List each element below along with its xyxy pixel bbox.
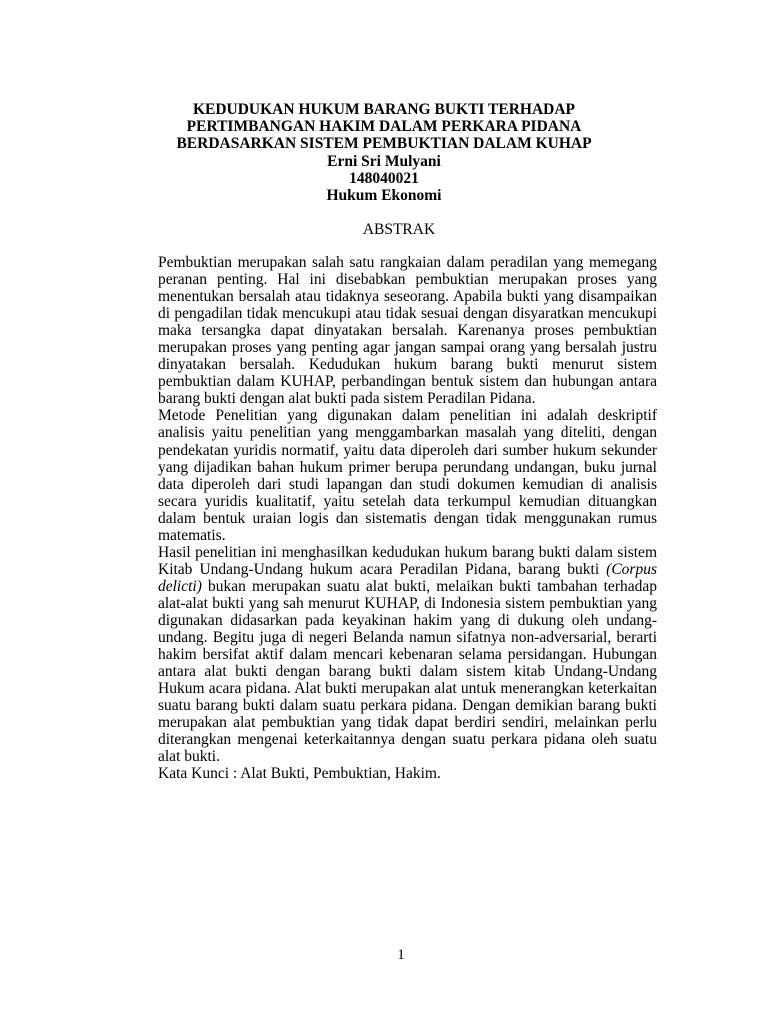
- page-number: 1: [397, 947, 405, 963]
- paragraph-3-text-start: Hasil penelitian ini menghasilkan kedudukan hukum barang bukti dalam sistem Kitab Undang-Undang hukum acara Peradilan Pidana, barang bukti: [158, 543, 657, 578]
- title-line-1: KEDUDUKAN HUKUM BARANG BUKTI TERHADAP: [192, 101, 576, 118]
- abstract-body: [158, 254, 657, 782]
- student-id: 148040021: [349, 169, 419, 187]
- paragraph-3-text-end: bukan merupakan suatu alat bukti, melaikan bukti tambahan terhadap alat-alat bukti yang sah menurut KUHAP, di Indonesia sistem pembuktian yang digunakan didasarkan pada keyakinan hakim yang di dukung oleh undang-undang. Begitu juga di negeri Belanda namun sifatnya non-adversarial, berarti hakim bersifat aktif dalam mencari kebenaran selama persidangan. Hubungan antara alat bukti dengan barang bukti dalam sistem kitab Undang-Undang Hukum acara pidana. Alat bukti merupakan alat untuk menerangkan keterkaitan suatu barang bukti dalam suatu perkara pidana. Dengan demikian barang bukti merupakan alat pembuktian yang tidak dapat berdiri sendiri, melainkan perlu diterangkan mengenai keterkaitannya dengan suatu perkara pidana oleh suatu alat bukti.: [158, 577, 657, 766]
- abstract-heading: ABSTRAK: [362, 221, 436, 238]
- keywords: Kata Kunci : Alat Bukti, Pembuktian, Hakim.: [158, 765, 441, 783]
- abstract-paragraph-1: Pembuktian merupakan salah satu rangkaian dalam peradilan yang memegang peranan penting. Hal ini disebabkan pembuktian merupakan proses yang menentukan bersalah atau tidaknya seseorang. Apabila bukti yang disampaikan di pengadilan tidak mencukupi atau tidak sesuai dengan disyaratkan mencukupi maka tersangka dapat dinyatakan bersalah. Karenanya proses pembuktian merupakan proses yang penting agar jangan sampai orang yang bersalah justru dinyatakan bersalah. Kedudukan hukum barang bukti menurut sistem pembuktian dalam KUHAP, perbandingan bentuk sistem dan hubungan antara barang bukti dengan alat bukti pada sistem Peradilan Pidana.: [158, 254, 657, 408]
- title-line-3: BERDASARKAN SISTEM PEMBUKTIAN DALAM KUHAP: [176, 135, 592, 153]
- department: Hukum Ekonomi: [326, 187, 442, 205]
- title-line-2: PERTIMBANGAN HAKIM DALAM PERKARA PIDANA: [186, 118, 582, 136]
- title-block: [0, 101, 768, 204]
- abstract-paragraph-3: [158, 544, 657, 766]
- author-name: Erni Sri Mulyani: [327, 152, 441, 170]
- abstract-paragraph-2: Metode Penelitian yang digunakan dalam penelitian ini adalah deskriptif analisis yaitu penelitian yang menggambarkan masalah yang diteliti, dengan pendekatan yuridis normatif, yaitu data diperoleh dari sumber hukum sekunder yang dijadikan bahan hukum primer berupa perundang undangan, buku jurnal data diperoleh dari studi lapangan dan studi dokumen kemudian di analisis secara yuridis kualitatif, yaitu setelah data terkumpul kemudian dituangkan dalam bentuk uraian logis dan sistematis dengan tidak menggunakan rumus matematis.: [158, 407, 657, 544]
- corpus-delicti-italic: (Corpus delicti): [158, 560, 657, 595]
